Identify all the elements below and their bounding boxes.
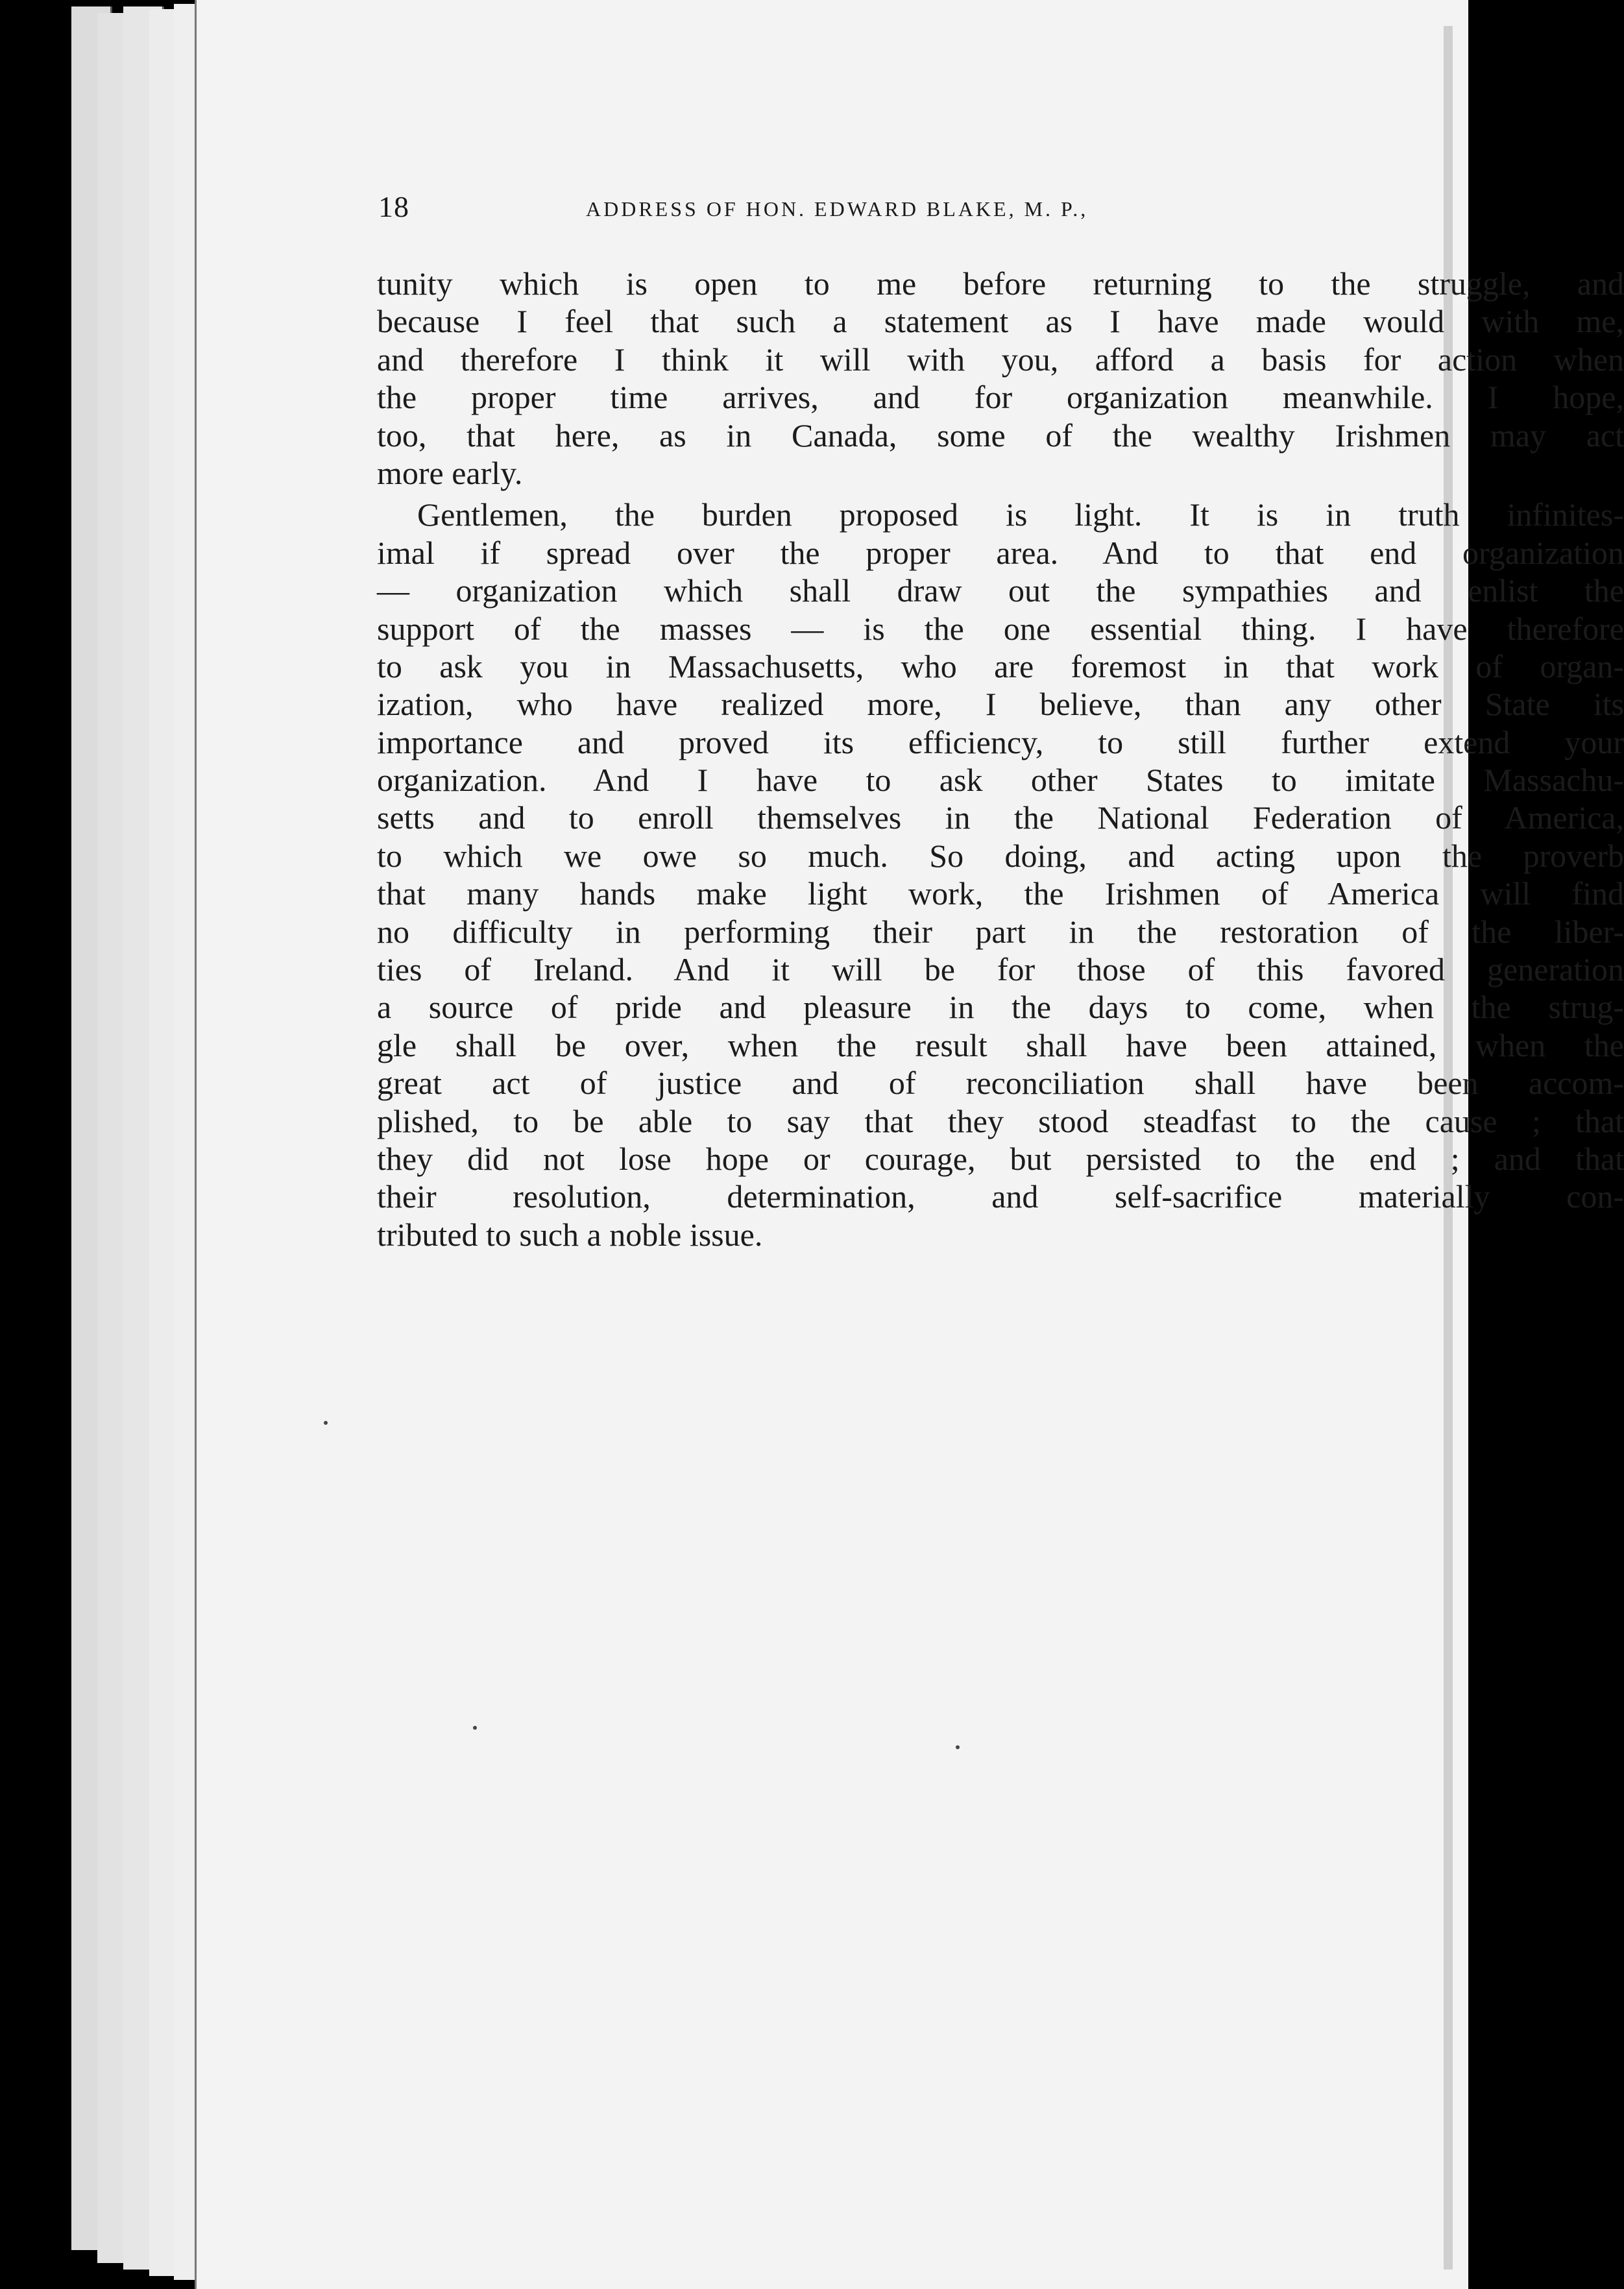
text-line: no difficulty in performing their part in the restoration of the liber- bbox=[377, 913, 1624, 950]
text-line: that many hands make light work, the Irishmen of America will find bbox=[377, 875, 1624, 912]
text-line: their resolution, determination, and self-sacrifice materially con- bbox=[377, 1178, 1624, 1215]
text-line: ization, who have realized more, I believe, than any other State its bbox=[377, 686, 1624, 723]
text-line: to which we owe so much. So doing, and acting upon the proverb bbox=[377, 837, 1624, 874]
text-line: imal if spread over the proper area. And to that end organization bbox=[377, 534, 1624, 571]
text-line: support of the masses — is the one essential thing. I have therefore bbox=[377, 610, 1624, 647]
text-line: — organization which shall draw out the sympathies and enlist the bbox=[377, 572, 1624, 609]
text-line: plished, to be able to say that they stood steadfast to the cause ; that bbox=[377, 1102, 1624, 1139]
text-line: gle shall be over, when the result shall have been attained, when the bbox=[377, 1026, 1624, 1063]
text-line: and therefore I think it will with you, afford a basis for action when bbox=[377, 341, 1624, 378]
text-line: great act of justice and of reconciliation shall have been accom- bbox=[377, 1065, 1624, 1102]
running-head bbox=[378, 189, 1481, 228]
text-line: organization. And I have to ask other States to imitate Massachu- bbox=[377, 762, 1624, 799]
scan-speck bbox=[473, 1726, 477, 1730]
text-line: a source of pride and pleasure in the days to come, when the strug- bbox=[377, 989, 1624, 1026]
text-line: to ask you in Massachusetts, who are foremost in that work of organ- bbox=[377, 648, 1624, 684]
running-head-title: ADDRESS OF HON. EDWARD BLAKE, M. P., bbox=[586, 197, 1089, 221]
document-page bbox=[195, 0, 1624, 2289]
body-text bbox=[377, 265, 1624, 1254]
page-number: 18 bbox=[378, 190, 409, 223]
text-line: more early. bbox=[377, 454, 523, 491]
scan-speck bbox=[324, 1421, 328, 1425]
text-line: because I feel that such a statement as I have made would with me, bbox=[377, 303, 1624, 340]
text-line: ties of Ireland. And it will be for those of this favored generation bbox=[377, 951, 1624, 988]
text-line: they did not lose hope or courage, but persisted to the end ; and that bbox=[377, 1140, 1624, 1177]
scan-speck bbox=[956, 1745, 960, 1749]
text-line: the proper time arrives, and for organization meanwhile. I hope, bbox=[377, 379, 1624, 416]
text-line: setts and to enroll themselves in the National Federation of America, bbox=[377, 799, 1624, 836]
text-line: tunity which is open to me before returning to the struggle, and bbox=[377, 265, 1624, 302]
text-line: tributed to such a noble issue. bbox=[377, 1216, 763, 1253]
text-line: Gentlemen, the burden proposed is light. It is in truth infinites- bbox=[417, 496, 1624, 533]
paragraph-1 bbox=[377, 265, 1624, 492]
text-line: too, that here, as in Canada, some of the wealthy Irishmen may act bbox=[377, 417, 1624, 454]
paragraph-2 bbox=[377, 496, 1624, 1254]
text-line: importance and proved its efficiency, to still further extend your bbox=[377, 723, 1624, 760]
